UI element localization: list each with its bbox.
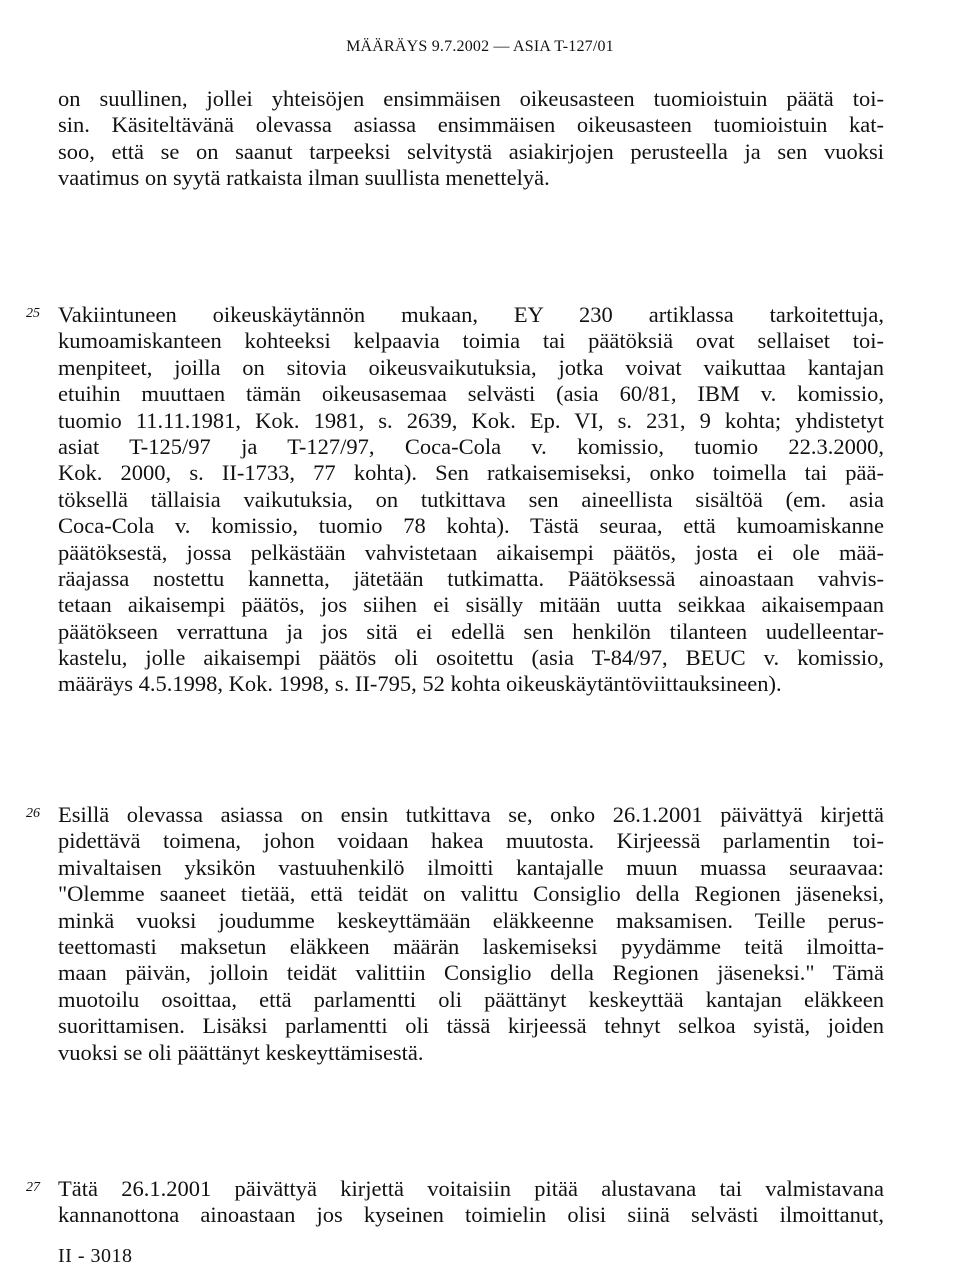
text-line: kumoamiskanteen kohteeksi kelpaavia toimia tai päätöksiä ovat sellaiset toi- — [58, 328, 884, 354]
page-header: MÄÄRÄYS 9.7.2002 — ASIA T-127/01 — [346, 38, 614, 55]
text-line: Vakiintuneen oikeuskäytännön mukaan, EY 230 artiklassa tarkoitettuja, — [58, 302, 884, 327]
text-line: muotoilu osoittaa, että parlamentti oli päättänyt keskeyttää kantajan eläkkeen — [58, 986, 884, 1012]
text-line: kannanottona ainoastaan jos kyseinen toimielin olisi siinä selvästi ilmoittanut, — [58, 1202, 884, 1228]
text-line: päätökseen verrattuna ja jos sitä ei edellä sen henkilön tilanteen uudelleentar- — [58, 618, 884, 644]
text-line: vuoksi se oli päättänyt keskeyttämisestä. — [58, 1039, 424, 1065]
paragraph-25 — [58, 302, 884, 698]
text-line: tuomio 11.11.1981, Kok. 1981, s. 2639, Kok. Ep. VI, s. 231, 9 kohta; yhdistetyt — [58, 407, 884, 433]
text-line: mivaltaisen yksikön vastuuhenkilö ilmoitti kantajalle muun muassa seuraavaa: — [58, 854, 884, 880]
text-line: maan päivän, jolloin teidät valittiin Consiglio della Regionen jäseneksi." Tämä — [58, 960, 884, 986]
text-line: soo, että se on saanut tarpeeksi selvitystä asiakirjojen perusteella ja sen vuoksi — [58, 138, 884, 164]
text-line: Coca-Cola v. komissio, tuomio 78 kohta). Tästä seuraa, että kumoamiskanne — [58, 513, 884, 539]
intro-paragraph — [58, 86, 884, 192]
text-line: menpiteet, joilla on sitovia oikeusvaikutuksia, jotka voivat vaikuttaa kantajan — [58, 354, 884, 380]
text-line: Esillä olevassa asiassa on ensin tutkittava se, onko 26.1.2001 päivättyä kirjettä — [58, 802, 884, 827]
paragraph-number: 25 — [26, 306, 40, 321]
text-line: Tätä 26.1.2001 päivättyä kirjettä voitaisiin pitää alustavana tai valmistavana — [58, 1176, 884, 1201]
paragraph-number: 27 — [26, 1180, 40, 1195]
text-line: asiat T-125/97 ja T-127/97, Coca-Cola v. komissio, tuomio 22.3.2000, — [58, 433, 884, 459]
text-line: päätöksestä, jossa pelkästään vahvistetaan aikaisempi päätös, josta ei ole mää- — [58, 539, 884, 565]
text-line: sin. Käsiteltävänä olevassa asiassa ensimmäisen oikeusasteen tuomioistuin kat- — [58, 112, 884, 138]
text-line: kastelu, jolle aikaisempi päätös oli osoitettu (asia T-84/97, BEUC v. komissio, — [58, 645, 884, 671]
text-line: minkä vuoksi joudumme keskeyttämään eläkkeenne maksamisen. Teille perus- — [58, 907, 884, 933]
text-line: etuihin muuttaen tämän oikeusasemaa selvästi (asia 60/81, IBM v. komissio, — [58, 381, 884, 407]
text-line: teettomasti maksetun eläkkeen määrän laskemiseksi pyydämme teitä ilmoitta- — [58, 933, 884, 959]
page-number: II - 3018 — [58, 1245, 133, 1267]
text-line: suorittamisen. Lisäksi parlamentti oli tässä kirjeessä tehnyt selkoa syistä, joiden — [58, 1013, 884, 1039]
paragraph-26 — [58, 802, 884, 1066]
text-line: räajassa nostettu kannetta, jätetään tutkimatta. Päätöksessä ainoastaan vahvis- — [58, 565, 884, 591]
text-line: vaatimus on syytä ratkaista ilman suullista menettelyä. — [58, 165, 550, 191]
text-line: Kok. 2000, s. II-1733, 77 kohta). Sen ratkaisemiseksi, onko toimella tai pää- — [58, 460, 884, 486]
text-line: tetaan aikaisempi päätös, jos siihen ei sisälly mitään uutta seikkaa aikaisempaan — [58, 592, 884, 618]
text-line: töksellä tällaisia vaikutuksia, on tutkittava sen aineellista sisältöä (em. asia — [58, 486, 884, 512]
paragraph-number: 26 — [26, 806, 40, 821]
text-line: on suullinen, jollei yhteisöjen ensimmäisen oikeusasteen tuomioistuin päätä toi- — [58, 86, 884, 111]
text-line: "Olemme saaneet tietää, että teidät on valittu Consiglio della Regionen jäseneksi, — [58, 881, 884, 907]
paragraph-27 — [58, 1176, 884, 1229]
text-line: pidettävä toimena, johon voidaan hakea muutosta. Kirjeessä parlamentin toi- — [58, 828, 884, 854]
text-line: määräys 4.5.1998, Kok. 1998, s. II-795, 52 kohta oikeuskäytäntöviittauksineen). — [58, 671, 782, 697]
